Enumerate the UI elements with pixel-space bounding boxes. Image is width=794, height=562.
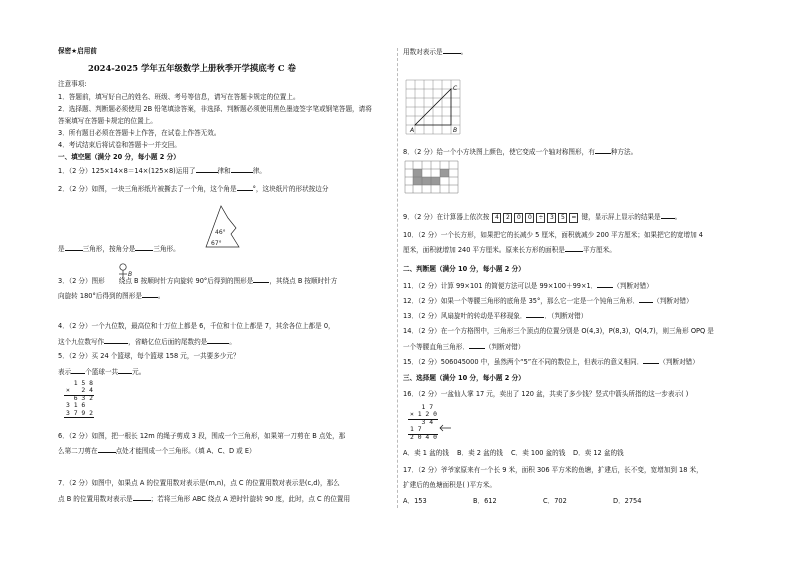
note-4: 4．考试结束后将试卷和答题卡一并交回。: [58, 141, 181, 149]
calc-line: [64, 417, 94, 418]
q16-option-b[interactable]: B．卖 2 盆的钱: [457, 449, 503, 457]
question-17: 17．（2 分）爷爷家原来有一个长 9 米，面积 306 平方米的鱼塘，扩建后，长不变，宽增加到 18 米，: [403, 466, 703, 474]
q17-option-d[interactable]: D．2754: [613, 497, 642, 505]
question-6: 6．（2 分）如图，把一根长 12m 的绳子剪成 3 段，围成一个三角形，如果第一刀剪在 B 点处，那: [58, 432, 346, 440]
q16-options: [403, 449, 624, 457]
q17-options: [403, 497, 641, 505]
question-6-cont: 么第二刀剪在 点处才能围成一个三角形。（填 A、C、D 或 E）: [58, 447, 256, 455]
q16-option-c[interactable]: C．卖 100 盆的钱: [511, 449, 566, 457]
calc-key: 5: [558, 213, 567, 223]
q16-vertical-calc: 1 7 × 1 2 0 3 4 1 7 2 0 4 0: [410, 403, 437, 441]
question-11: 11．（2 分）计算 99×101 的简便方法可以是 99×100＋99×1． （判断对错）: [403, 282, 653, 290]
q16-option-a[interactable]: A．卖 1 盆的钱: [403, 449, 449, 457]
note-3: 3．所有题目必须在答题卡上作答，在试卷上作答无效。: [58, 129, 221, 137]
torn-triangle-figure: [203, 204, 243, 250]
calc-line: [408, 419, 438, 420]
section-choice-heading: 三、选择题（满分 10 分，每小题 2 分）: [403, 374, 525, 382]
question-3-cont: 向旋转 180°后得到的图形是 。: [58, 292, 165, 300]
calc-line: [408, 434, 438, 435]
calc-key: ÷: [538, 214, 544, 221]
calc-key: 2: [503, 213, 512, 223]
q5-vertical-calc: 1 5 8 × 2 4 6 3 2 3 1 6 3 7 9 2: [66, 379, 93, 417]
question-2: 2．（2 分）如图，一块三角形纸片被撕去了一个角，这个角是 °，这块纸片的形状按边分: [58, 185, 329, 193]
point-c-label: C: [453, 85, 458, 92]
q17-option-b[interactable]: B．612: [473, 497, 497, 505]
page-title: 2024-2025 学年五年级数学上册秋季开学摸底考 C 卷: [88, 63, 296, 73]
point-b-label: B: [453, 127, 458, 134]
calc-key: 3: [547, 213, 556, 223]
point-b-label: B: [128, 271, 133, 278]
calc-key: 0: [514, 213, 523, 223]
section-fill-heading: 一、填空题（满分 20 分，每小题 2 分）: [58, 153, 180, 161]
question-7: 7．（2 分）如图中，如果点 A 的位置用数对表示是(m,n)，点 C 的位置用数对表示是(c,d)，那么: [58, 479, 340, 487]
question-2-cont: 是 三角形，按角分是 三角形。: [58, 245, 180, 253]
question-8: 8．（2 分）给一个小方块图上颜色，使它变成一个轴对称图形，有 种方法。: [403, 148, 638, 156]
question-10-cont: 厘米，面积就增加 240 平方厘米。原来长方形的面积是 平方厘米。: [403, 246, 616, 254]
question-15: 15．（2 分）506045000 中，虽然两个“5”在不同的数位上，但表示的意义相同． （判断对错）: [403, 358, 699, 366]
secret-label: 保密★启用前: [58, 47, 97, 55]
question-17-cont: 扩建后的鱼塘面积是( )平方米。: [403, 481, 496, 489]
question-5: 5．（2 分）买 24 个篮球，每个篮球 158 元，一共要多少元？: [58, 352, 240, 360]
calc-key: =: [571, 214, 577, 221]
coordinate-grid-figure: [404, 78, 464, 136]
question-9: 9．（2 分）在计算器上依次按 4 2 0 0 ÷ 3 5 = 键，显示屏上显示的结果是 。: [403, 213, 682, 221]
angle-46-label: 46°: [215, 229, 226, 236]
question-7-cont-right: 用数对表示是 。: [403, 48, 468, 56]
question-14-cont: 一个等腰直角三角形． （判断对错）: [403, 343, 525, 351]
column-divider: [397, 48, 398, 508]
question-4: 4．（2 分）一个九位数，最高位和十万位上都是 6，千位和十位上都是 7，其余各位上都是 0，: [58, 322, 335, 330]
question-1: 1．（2 分）125×14×8＝14×(125×8)运用了 律和 律。: [58, 167, 266, 175]
question-7-cont: 点 B 的位置用数对表示是 ；若将三角形 ABC 绕点 A 逆时针旋转 90 度，此时，点 C 的位置用: [58, 495, 351, 503]
question-16: 16．（2 分）一盆仙人掌 17 元，卖出了 120 盆，共卖了多少钱？竖式中箭头所指的这一步表示( ): [403, 390, 689, 398]
note-1: 1．答题前，填写好自己的姓名、班级、考号等信息，请写在答题卡规定的位置上。: [58, 93, 300, 101]
calc-key: 0: [525, 213, 534, 223]
note-2: 2．选择题、判断题必须使用 2B 铅笔填涂答案，非选择、判断题必须使用黑色墨迹签字笔或钢笔答题，请将: [58, 105, 372, 113]
q17-option-c[interactable]: C．702: [543, 497, 567, 505]
point-a-label: A: [410, 127, 415, 134]
question-12: 12．（2 分）如果一个等腰三角形的底角是 35°，那么它一定是一个钝角三角形． （判断对错）: [403, 297, 693, 305]
arrow-icon: [438, 424, 452, 432]
angle-67-label: 67°: [211, 240, 222, 247]
shaded-squares-figure: [404, 160, 462, 194]
question-4-cont: 这个九位数写作 ，省略亿位后面的尾数约是 。: [58, 338, 236, 346]
section-judge-heading: 二、判断题（满分 10 分，每小题 2 分）: [403, 265, 525, 273]
question-3: 3．（2 分）图形 绕点 B 按顺时针方向旋转 90°后得到的图形是 ，其绕点 B 按顺时针方: [58, 277, 338, 285]
note-2-cont: 答案填写在答题卡规定的位置上。: [58, 117, 157, 125]
question-10: 10．（2 分）一个长方形，如果把它的长减少 5 厘米，面积就减少 200 平方厘米；如果把它的宽增加 4: [403, 231, 703, 239]
question-14: 14．（2 分）在一个方格图中，三角形三个顶点的位置分别是 O(4,3)，P(8,3)，Q(4,7)，则三角形 OPQ 是: [403, 327, 714, 335]
calculator-keys: [489, 213, 581, 221]
q16-option-d[interactable]: D．卖 12 盆的钱: [573, 449, 624, 457]
question-13: 13．（2 分）风扇旋叶的转动是平移现象． ．（判断对错）: [403, 312, 588, 320]
notes-heading: 注意事项:: [58, 80, 87, 88]
question-5-cont: 表示 个篮球一共 元。: [58, 368, 146, 376]
calc-key: 4: [492, 213, 501, 223]
calc-line: [64, 395, 94, 396]
q17-option-a[interactable]: A．153: [403, 497, 427, 505]
